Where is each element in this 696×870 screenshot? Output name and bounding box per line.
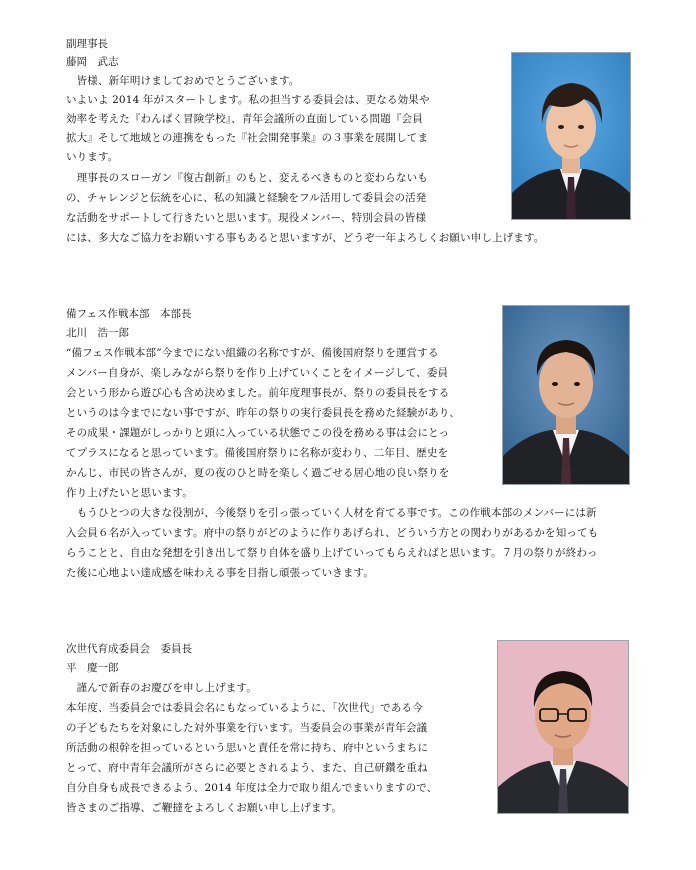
portrait-photo-taira [497, 640, 629, 814]
body-line: らうことと、自由な発想を引き出して祭り自体を盛り上げていってもらえればと思います。７月の祭りが終わっ [66, 547, 598, 559]
person-name: 平 慶一郎 [66, 662, 119, 674]
body-line: 入会員６名が入っています。府中の祭りがどのように作りあげられ、どういう方との関わりがあるかを知っても [66, 527, 599, 539]
body-line: 所活動の根幹を担っているという思いと責任を常に持ち、府中というまちに [66, 742, 429, 754]
body-line: 自分自身も成長できるよう、2014 年度は全力で取り組んでまいりますので、 [66, 782, 438, 794]
body-line: 拡大』そして地域との連携をもった『社会開発事業』の３事業を展開してま [66, 132, 429, 144]
body-line: な活動をサポートして行きたいと思います。現役メンバー、特別会員の皆様 [66, 212, 427, 224]
body-line: いよいよ 2014 年がスタートします。私の担当する委員会は、更なる効果や [66, 94, 430, 106]
body-line: その成果・課題がしっかりと頭に入っている状態でこの役を務める事は会にとっ [66, 427, 450, 439]
body-line: 皆さまのご指導、ご鞭撻をよろしくお願い申し上げます。 [66, 802, 343, 814]
body-line: いります。 [66, 151, 119, 163]
body-line: 謹んで新春のお慶びを申し上げます。 [66, 682, 257, 694]
body-line: 作り上げたいと思います。 [66, 487, 193, 499]
body-line: 会という形から遊び心も含め決めました。前年度理事長が、祭りの委員長をする [66, 387, 450, 399]
person-name: 北川 浩一郎 [66, 327, 129, 339]
body-line: た後に心地よい達成感を味わえる事を目指し頑張っていきます。 [66, 567, 375, 579]
body-line: 効率を考えた『わんぱく冒険学校』、青年会議所の直面している問題『会員 [66, 113, 423, 125]
section-title: 次世代育成委員会 委員長 [66, 643, 192, 655]
body-line: とって、府中青年会議所がさらに必要とされるよう、また、自己研鑽を重ね [66, 762, 428, 774]
body-line: 本年度、当委員会では委員会名にもなっているように、「次世代」である今 [66, 702, 423, 714]
body-line: 皆様、新年明けましておめでとうございます。 [66, 75, 300, 87]
body-line: もうひとつの大きな役割が、今後祭りを引っ張っていく人材を育てる事です。この作戦本部のメンバーには新 [66, 507, 597, 519]
body-line: てプラスになると思っています。備後国府祭りに名称が変わり、二年目、歴史を [66, 447, 449, 459]
body-line: かんじ、市民の皆さんが、夏の夜のひと時を楽しく過ごせる居心地の良い祭りを [66, 467, 450, 479]
body-line: メンバー自身が、楽しみながら祭りを作り上げていくことをイメージして、委員 [66, 367, 449, 379]
body-line: には、多大なご協力をお願いする事もあると思いますが、どうぞ一年よろしくお願い申し上げます。 [66, 232, 545, 244]
section-title: 副理事長 [66, 38, 108, 50]
section-title: 備フェス作戦本部 本部長 [66, 308, 192, 320]
body-line: “備フェス作戦本部”今までにない組織の名称ですが、備後国府祭りを運営する [66, 347, 439, 359]
body-line: の子どもたちを対象にした対外事業を行います。当委員会の事業が青年会議 [66, 722, 428, 734]
body-line: 理事長のスローガン『復古創新』のもと、変えるべきものと変わらないも [66, 172, 428, 184]
body-line: の、チャレンジと伝統を心に、私の知識と経験をフル活用して委員会の活発 [66, 192, 427, 204]
body-line: というのは今までにない事ですが、昨年の祭りの実行委員長を務めた経験があり、 [66, 407, 461, 419]
person-name: 藤岡 武志 [66, 56, 119, 68]
